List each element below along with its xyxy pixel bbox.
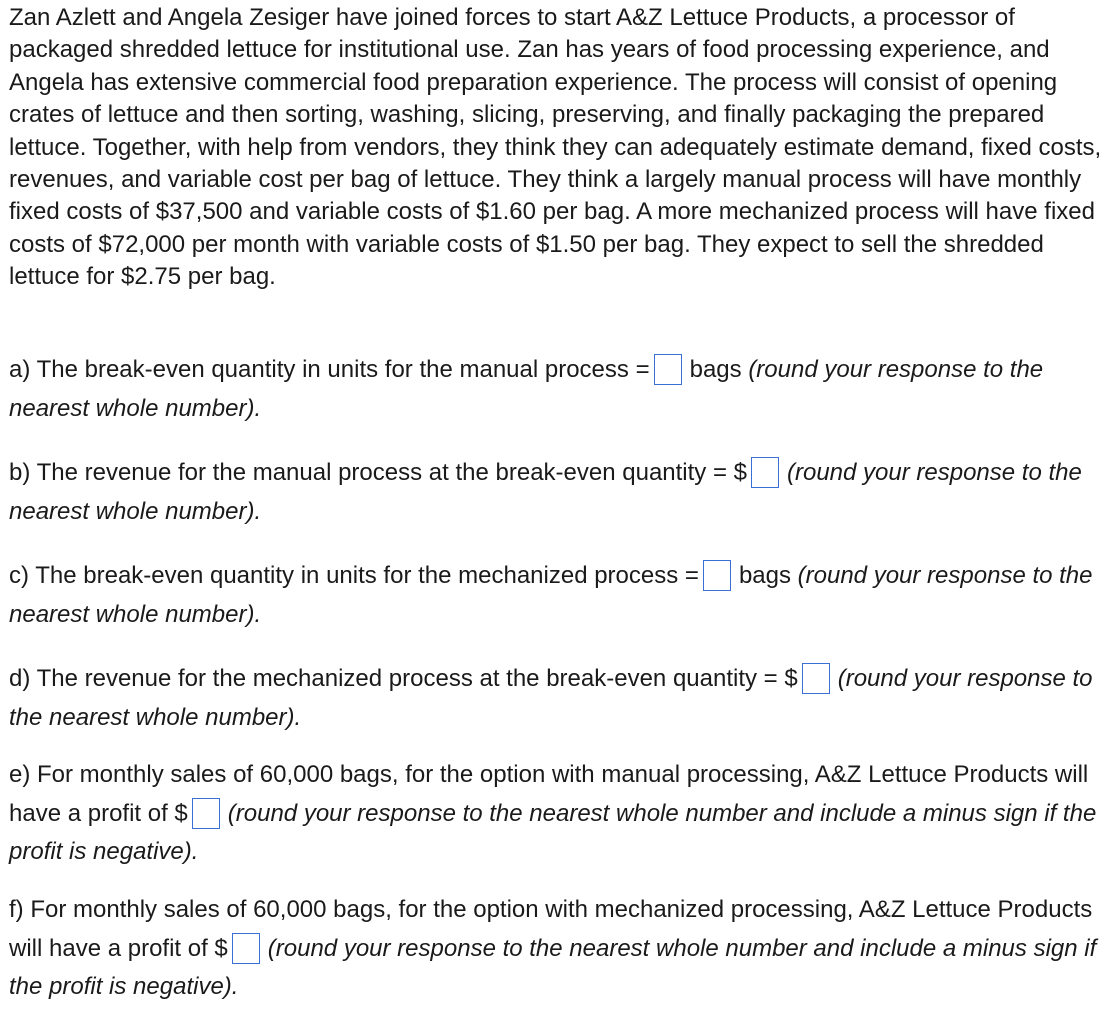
question-c-unit: bags (738, 562, 791, 589)
question-e-prefix: e) For monthly sales of 60,000 bags, for the option with manual processing, A&Z Lettuce Products will have a profit of $ (9, 761, 1089, 827)
question-b (9, 454, 1104, 531)
question-f-prefix: f) For monthly sales of 60,000 bags, for the option with mechanized processing, A&Z Lettuce Products will have a profit of $ (9, 896, 1093, 962)
question-a-note: (round your response to the nearest whole number). (9, 356, 1044, 422)
question-e-note: (round your response to the nearest whole number and include a minus sign if the profit is negative). (9, 799, 1097, 865)
question-d (9, 660, 1104, 737)
question-c-prefix: c) The break-even quantity in units for the mechanized process = (9, 562, 699, 589)
question-a (9, 351, 1104, 428)
question-d-note: (round your response to the nearest whole number). (9, 665, 1093, 731)
answer-b-input[interactable] (751, 457, 779, 488)
question-f-note: (round your response to the nearest whole number and include a minus sign if the profit is negative). (9, 934, 1097, 1000)
question-c (9, 557, 1104, 634)
question-a-unit: bags (689, 356, 742, 383)
question-d-prefix: d) The revenue for the mechanized process at the break-even quantity = $ (9, 665, 798, 692)
answer-d-input[interactable] (802, 663, 830, 694)
question-c-note: (round your response to the nearest whole number). (9, 562, 1093, 628)
question-a-prefix: a) The break-even quantity in units for the manual process = (9, 356, 650, 383)
answer-e-input[interactable] (192, 798, 220, 829)
question-e (9, 756, 1104, 872)
question-f (9, 891, 1104, 1007)
problem-intro: Zan Azlett and Angela Zesiger have joined forces to start A&Z Lettuce Products, a processor of packaged shredded lettuce for institutional use. Zan has years of food processing experience, and Angela has extensive commercial food preparation experience. The process will consist of opening crates of lettuce and then sorting, washing, slicing, preserving, and finally packaging the prepared lettuce. Together, with help from vendors, they think they can adequately estimate demand, fixed costs, revenues, and variable cost per bag of lettuce. They think a largely manual process will have monthly fixed costs of $37,500 and variable costs of $1.60 per bag. A more mechanized process will have fixed costs of $72,000 per month with variable costs of $1.50 per bag. They expect to sell the shredded lettuce for $2.75 per bag. (9, 4, 1102, 291)
answer-f-input[interactable] (232, 933, 260, 964)
answer-c-input[interactable] (703, 560, 731, 591)
answer-a-input[interactable] (654, 354, 682, 385)
question-b-prefix: b) The revenue for the manual process at the break-even quantity = $ (9, 459, 747, 486)
question-b-note: (round your response to the nearest whole number). (9, 459, 1082, 525)
